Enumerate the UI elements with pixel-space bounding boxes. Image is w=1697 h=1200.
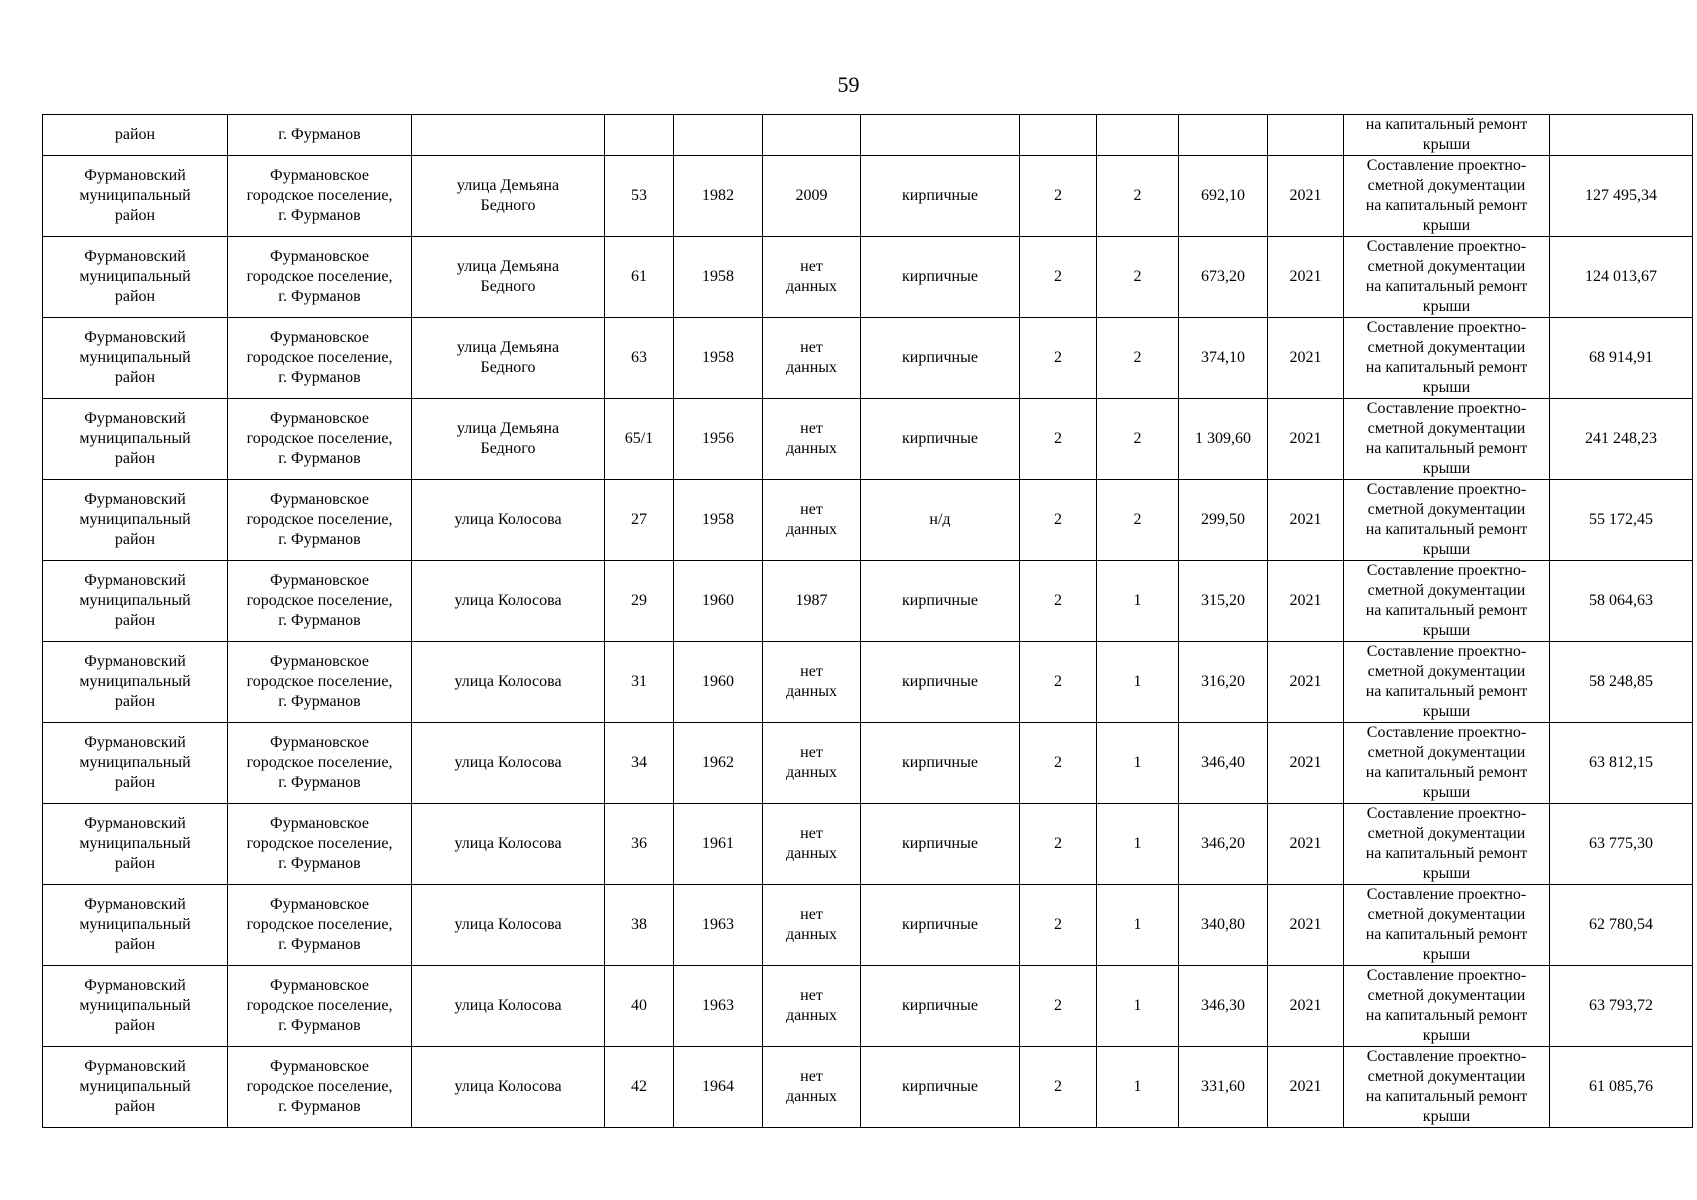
work-type-cell: Составление проектно- сметной документации на капитальный ремонт крыши <box>1344 804 1550 885</box>
house-cell: 65/1 <box>605 399 674 480</box>
plan-year-cell: 2021 <box>1268 723 1344 804</box>
repair-year-cell: нет данных <box>763 723 861 804</box>
cost-cell: 58 064,63 <box>1550 561 1693 642</box>
repair-year-cell: нет данных <box>763 966 861 1047</box>
wall-material-cell: кирпичные <box>861 561 1020 642</box>
cost-cell: 241 248,23 <box>1550 399 1693 480</box>
wall-material-cell: кирпичные <box>861 723 1020 804</box>
district-cell: Фурмановский муниципальный район <box>43 804 228 885</box>
built-year-cell: 1962 <box>674 723 763 804</box>
floors-cell <box>1020 115 1097 156</box>
table-row <box>43 966 1693 1047</box>
table-row <box>43 642 1693 723</box>
cost-cell: 55 172,45 <box>1550 480 1693 561</box>
floors-cell: 2 <box>1020 156 1097 237</box>
area-cell: 346,40 <box>1179 723 1268 804</box>
district-cell: Фурмановский муниципальный район <box>43 480 228 561</box>
plan-year-cell: 2021 <box>1268 966 1344 1047</box>
cost-cell: 58 248,85 <box>1550 642 1693 723</box>
built-year-cell: 1960 <box>674 561 763 642</box>
built-year-cell: 1964 <box>674 1047 763 1128</box>
plan-year-cell: 2021 <box>1268 1047 1344 1128</box>
area-cell: 346,30 <box>1179 966 1268 1047</box>
repair-year-cell: нет данных <box>763 318 861 399</box>
built-year-cell <box>674 115 763 156</box>
repair-year-cell: нет данных <box>763 1047 861 1128</box>
house-cell: 38 <box>605 885 674 966</box>
entrances-cell: 1 <box>1097 561 1179 642</box>
settlement-cell: г. Фурманов <box>228 115 412 156</box>
plan-year-cell: 2021 <box>1268 156 1344 237</box>
entrances-cell: 1 <box>1097 723 1179 804</box>
settlement-cell: Фурмановское городское поселение, г. Фурманов <box>228 561 412 642</box>
settlement-cell: Фурмановское городское поселение, г. Фурманов <box>228 480 412 561</box>
floors-cell: 2 <box>1020 561 1097 642</box>
wall-material-cell <box>861 115 1020 156</box>
built-year-cell: 1956 <box>674 399 763 480</box>
plan-year-cell: 2021 <box>1268 318 1344 399</box>
entrances-cell: 2 <box>1097 480 1179 561</box>
entrances-cell: 1 <box>1097 804 1179 885</box>
built-year-cell: 1963 <box>674 885 763 966</box>
street-cell: улица Колосова <box>412 561 605 642</box>
table-row <box>43 156 1693 237</box>
district-cell: Фурмановский муниципальный район <box>43 966 228 1047</box>
repair-year-cell: нет данных <box>763 237 861 318</box>
built-year-cell: 1958 <box>674 237 763 318</box>
entrances-cell: 1 <box>1097 1047 1179 1128</box>
table-row <box>43 237 1693 318</box>
plan-year-cell: 2021 <box>1268 561 1344 642</box>
wall-material-cell: кирпичные <box>861 966 1020 1047</box>
cost-cell: 68 914,91 <box>1550 318 1693 399</box>
entrances-cell: 1 <box>1097 885 1179 966</box>
entrances-cell: 2 <box>1097 237 1179 318</box>
settlement-cell: Фурмановское городское поселение, г. Фурманов <box>228 804 412 885</box>
street-cell: улица Колосова <box>412 804 605 885</box>
area-cell: 692,10 <box>1179 156 1268 237</box>
house-cell: 53 <box>605 156 674 237</box>
floors-cell: 2 <box>1020 642 1097 723</box>
work-type-cell: Составление проектно- сметной документации на капитальный ремонт крыши <box>1344 156 1550 237</box>
street-cell: улица Колосова <box>412 885 605 966</box>
street-cell: улица Демьяна Бедного <box>412 156 605 237</box>
district-cell: Фурмановский муниципальный район <box>43 642 228 723</box>
floors-cell: 2 <box>1020 399 1097 480</box>
work-type-cell: Составление проектно- сметной документации на капитальный ремонт крыши <box>1344 642 1550 723</box>
wall-material-cell: кирпичные <box>861 642 1020 723</box>
table-row <box>43 885 1693 966</box>
street-cell: улица Колосова <box>412 642 605 723</box>
plan-year-cell: 2021 <box>1268 399 1344 480</box>
street-cell: улица Колосова <box>412 966 605 1047</box>
district-cell: район <box>43 115 228 156</box>
plan-year-cell: 2021 <box>1268 480 1344 561</box>
wall-material-cell: кирпичные <box>861 156 1020 237</box>
area-cell: 673,20 <box>1179 237 1268 318</box>
settlement-cell: Фурмановское городское поселение, г. Фурманов <box>228 966 412 1047</box>
plan-year-cell: 2021 <box>1268 804 1344 885</box>
plan-year-cell: 2021 <box>1268 237 1344 318</box>
street-cell: улица Демьяна Бедного <box>412 318 605 399</box>
area-cell: 315,20 <box>1179 561 1268 642</box>
district-cell: Фурмановский муниципальный район <box>43 723 228 804</box>
work-type-cell: на капитальный ремонт крыши <box>1344 115 1550 156</box>
street-cell: улица Колосова <box>412 1047 605 1128</box>
street-cell: улица Колосова <box>412 480 605 561</box>
floors-cell: 2 <box>1020 885 1097 966</box>
settlement-cell: Фурмановское городское поселение, г. Фурманов <box>228 399 412 480</box>
cost-cell: 127 495,34 <box>1550 156 1693 237</box>
repair-year-cell <box>763 115 861 156</box>
work-type-cell: Составление проектно- сметной документации на капитальный ремонт крыши <box>1344 480 1550 561</box>
district-cell: Фурмановский муниципальный район <box>43 237 228 318</box>
repair-year-cell: нет данных <box>763 642 861 723</box>
work-type-cell: Составление проектно- сметной документации на капитальный ремонт крыши <box>1344 561 1550 642</box>
cost-cell: 63 812,15 <box>1550 723 1693 804</box>
settlement-cell: Фурмановское городское поселение, г. Фурманов <box>228 642 412 723</box>
floors-cell: 2 <box>1020 1047 1097 1128</box>
plan-year-cell <box>1268 115 1344 156</box>
work-type-cell: Составление проектно- сметной документации на капитальный ремонт крыши <box>1344 723 1550 804</box>
entrances-cell <box>1097 115 1179 156</box>
area-cell <box>1179 115 1268 156</box>
built-year-cell: 1958 <box>674 480 763 561</box>
house-cell: 61 <box>605 237 674 318</box>
table-row <box>43 561 1693 642</box>
table-row <box>43 1047 1693 1128</box>
work-type-cell: Составление проектно- сметной документации на капитальный ремонт крыши <box>1344 237 1550 318</box>
entrances-cell: 2 <box>1097 399 1179 480</box>
area-cell: 340,80 <box>1179 885 1268 966</box>
district-cell: Фурмановский муниципальный район <box>43 156 228 237</box>
area-cell: 316,20 <box>1179 642 1268 723</box>
repair-year-cell: 2009 <box>763 156 861 237</box>
work-type-cell: Составление проектно- сметной документации на капитальный ремонт крыши <box>1344 1047 1550 1128</box>
wall-material-cell: н/д <box>861 480 1020 561</box>
house-cell: 31 <box>605 642 674 723</box>
built-year-cell: 1961 <box>674 804 763 885</box>
table-row <box>43 480 1693 561</box>
area-cell: 331,60 <box>1179 1047 1268 1128</box>
built-year-cell: 1982 <box>674 156 763 237</box>
settlement-cell: Фурмановское городское поселение, г. Фурманов <box>228 237 412 318</box>
table-row <box>43 318 1693 399</box>
area-cell: 374,10 <box>1179 318 1268 399</box>
street-cell <box>412 115 605 156</box>
table-row <box>43 804 1693 885</box>
house-cell: 34 <box>605 723 674 804</box>
table-row <box>43 723 1693 804</box>
house-cell: 42 <box>605 1047 674 1128</box>
work-type-cell: Составление проектно- сметной документации на капитальный ремонт крыши <box>1344 966 1550 1047</box>
wall-material-cell: кирпичные <box>861 885 1020 966</box>
street-cell: улица Демьяна Бедного <box>412 237 605 318</box>
settlement-cell: Фурмановское городское поселение, г. Фурманов <box>228 1047 412 1128</box>
cost-cell: 63 793,72 <box>1550 966 1693 1047</box>
work-type-cell: Составление проектно- сметной документации на капитальный ремонт крыши <box>1344 399 1550 480</box>
repair-year-cell: 1987 <box>763 561 861 642</box>
house-cell <box>605 115 674 156</box>
wall-material-cell: кирпичные <box>861 399 1020 480</box>
repair-year-cell: нет данных <box>763 480 861 561</box>
work-type-cell: Составление проектно- сметной документации на капитальный ремонт крыши <box>1344 885 1550 966</box>
entrances-cell: 1 <box>1097 966 1179 1047</box>
street-cell: улица Колосова <box>412 723 605 804</box>
area-cell: 299,50 <box>1179 480 1268 561</box>
floors-cell: 2 <box>1020 966 1097 1047</box>
settlement-cell: Фурмановское городское поселение, г. Фурманов <box>228 885 412 966</box>
cost-cell: 62 780,54 <box>1550 885 1693 966</box>
floors-cell: 2 <box>1020 804 1097 885</box>
floors-cell: 2 <box>1020 318 1097 399</box>
cost-cell: 124 013,67 <box>1550 237 1693 318</box>
house-cell: 29 <box>605 561 674 642</box>
district-cell: Фурмановский муниципальный район <box>43 399 228 480</box>
house-cell: 27 <box>605 480 674 561</box>
wall-material-cell: кирпичные <box>861 237 1020 318</box>
table-row <box>43 399 1693 480</box>
floors-cell: 2 <box>1020 237 1097 318</box>
work-type-cell: Составление проектно- сметной документации на капитальный ремонт крыши <box>1344 318 1550 399</box>
repair-year-cell: нет данных <box>763 885 861 966</box>
wall-material-cell: кирпичные <box>861 804 1020 885</box>
street-cell: улица Демьяна Бедного <box>412 399 605 480</box>
district-cell: Фурмановский муниципальный район <box>43 318 228 399</box>
built-year-cell: 1958 <box>674 318 763 399</box>
area-cell: 346,20 <box>1179 804 1268 885</box>
area-cell: 1 309,60 <box>1179 399 1268 480</box>
entrances-cell: 2 <box>1097 156 1179 237</box>
page-number: 59 <box>837 72 860 97</box>
entrances-cell: 1 <box>1097 642 1179 723</box>
floors-cell: 2 <box>1020 480 1097 561</box>
plan-year-cell: 2021 <box>1268 642 1344 723</box>
house-cell: 36 <box>605 804 674 885</box>
continuation-row <box>43 115 1693 156</box>
house-cell: 63 <box>605 318 674 399</box>
settlement-cell: Фурмановское городское поселение, г. Фурманов <box>228 156 412 237</box>
cost-cell <box>1550 115 1693 156</box>
plan-year-cell: 2021 <box>1268 885 1344 966</box>
wall-material-cell: кирпичные <box>861 318 1020 399</box>
cost-cell: 63 775,30 <box>1550 804 1693 885</box>
repair-year-cell: нет данных <box>763 804 861 885</box>
table-body <box>43 115 1693 1128</box>
built-year-cell: 1963 <box>674 966 763 1047</box>
settlement-cell: Фурмановское городское поселение, г. Фурманов <box>228 723 412 804</box>
district-cell: Фурмановский муниципальный район <box>43 561 228 642</box>
repair-year-cell: нет данных <box>763 399 861 480</box>
district-cell: Фурмановский муниципальный район <box>43 1047 228 1128</box>
house-cell: 40 <box>605 966 674 1047</box>
settlement-cell: Фурмановское городское поселение, г. Фурманов <box>228 318 412 399</box>
entrances-cell: 2 <box>1097 318 1179 399</box>
cost-cell: 61 085,76 <box>1550 1047 1693 1128</box>
district-cell: Фурмановский муниципальный район <box>43 885 228 966</box>
wall-material-cell: кирпичные <box>861 1047 1020 1128</box>
built-year-cell: 1960 <box>674 642 763 723</box>
floors-cell: 2 <box>1020 723 1097 804</box>
repair-register-table <box>42 114 1693 1128</box>
